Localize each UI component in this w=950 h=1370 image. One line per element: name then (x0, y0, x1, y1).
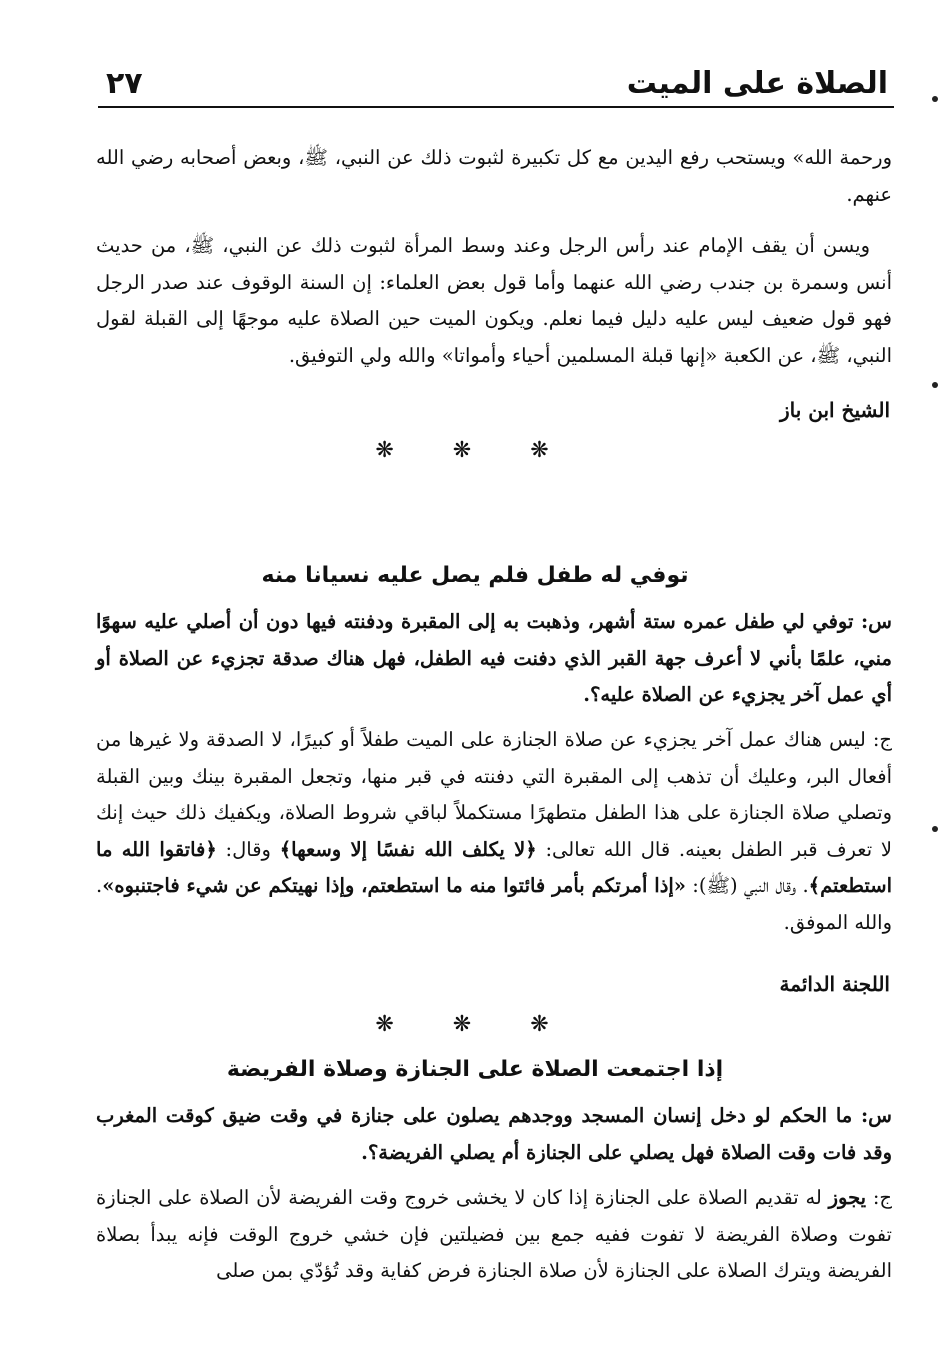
signature-committee: اللجنة الدائمة (779, 972, 890, 996)
signature-ibn-baz: الشيخ ابن باز (779, 398, 890, 422)
paragraph-imam-position (96, 228, 892, 374)
paragraph-continuation (96, 140, 892, 213)
page-header (98, 64, 888, 104)
margin-dot (932, 382, 938, 388)
paragraph-text: ورحمة الله» ويستحب رفع اليدين مع كل تكبيرة لثبوت ذلك عن النبي، ﷺ، وبعض أصحابه رضي الله عنهم. (96, 146, 892, 206)
quran-verse: ﴿لا يكلف الله نفسًا إلا وسعها﴾ (279, 837, 537, 861)
answer-part: له تقديم الصلاة على الجنازة إذا كان لا يخشى خروج وقت الفريضة لأن الصلاة على الجنازة تفوت وصلاة الفريضة لا تفوت ففيه جمع بين فضيلتين فإن خشي خروج الوقت فإنه يبدأ بصلاة الفريضة ويترك الصلاة على الجنازة لأن صلاة الجنازة فرض كفاية وقد تُؤدّي بمن صلى (96, 1186, 892, 1282)
answer-part: . وقال النبي (ﷺ): (685, 874, 809, 897)
page-number: ٢٧ (106, 66, 143, 101)
section-title-child: توفي له طفل فلم يصل عليه نسيانا منه (261, 563, 689, 588)
margin-dot (932, 826, 938, 832)
section-title-funeral-obligatory: إذا اجتمعت الصلاة على الجنازة وصلاة الفريضة (226, 1057, 724, 1082)
answer-funeral (96, 1180, 892, 1290)
question-text: س: توفي لي طفل عمره ستة أشهر، وذهبت به إلى المقبرة ودفنته فيها دون أن أصلي عليه سهوًا مني، علمًا بأني لا أعرف جهة القبر الذي دفنت فيه الطفل، فهل هناك صدقة تجزيء عن الصلاة أو أي عمل آخر يجزيء عن الصلاة عليه؟. (96, 610, 892, 706)
section-separator: ❋ ❋ ❋ (375, 1012, 575, 1037)
running-title: الصلاة على الميت (626, 66, 888, 101)
answer-child (96, 722, 892, 941)
question-child (96, 604, 892, 714)
section-separator: ❋ ❋ ❋ (375, 438, 575, 463)
answer-text (96, 1180, 892, 1290)
answer-part: وقال: (216, 837, 280, 861)
paragraph-text: ويسن أن يقف الإمام عند رأس الرجل وعند وسط المرأة لثبوت ذلك عن النبي، ﷺ، من حديث أنس وسمرة بن جندب رضي الله عنهما وأما قول بعض العلماء: إن السنة الوقوف عند صدر الرجل فهو قول ضعيف ليس عليه دليل فيما نعلم. ويكون الميت حين الصلاة عليه موجهًا إلى القبلة لقول النبي، ﷺ، عن الكعبة «إنها قبلة المسلمين أحياء وأمواتا» والله ولي التوفيق. (96, 234, 892, 367)
answer-part: . والله الموفق. (96, 874, 892, 934)
answer-part: ج: ليس هناك عمل آخر يجزيء عن صلاة الجنازة على الميت طفلاً أو كبيرًا، لا الصدقة ولا غيرها من أفعال البر، وعليك أن تذهب إلى المقبرة التي دفنته في قبر منها، وتجعل المقبرة بينك وبين القبلة وتصلي صلاة الجنازة على هذا الطفل متطهرًا مستكملاً لباقي شروط الصلاة، ويكفيك ذلك حيث إنك لا تعرف قبر الطفل بعينه. قال الله تعالى: (96, 728, 892, 861)
question-text: س: ما الحكم لو دخل إنسان المسجد ووجدهم يصلون على جنازة في وقت ضيق كوقت المغرب وقد فات وقت الصلاة فهل يصلي على الجنازة أم يصلي الفريضة؟. (96, 1104, 892, 1164)
quran-verse: ﴿فاتقوا الله ما استطعتم﴾ (96, 837, 892, 897)
answer-text (96, 722, 892, 941)
hadith-quote: «إذا أمرتكم بأمر فائتوا منه ما استطعتم، وإذا نهيتكم عن شيء فاجتنبوه» (102, 874, 686, 897)
margin-dot (932, 96, 938, 102)
question-funeral (96, 1098, 892, 1171)
answer-bold: يجوز (828, 1186, 867, 1209)
header-rule (98, 106, 894, 108)
answer-label: ج: (866, 1186, 893, 1209)
